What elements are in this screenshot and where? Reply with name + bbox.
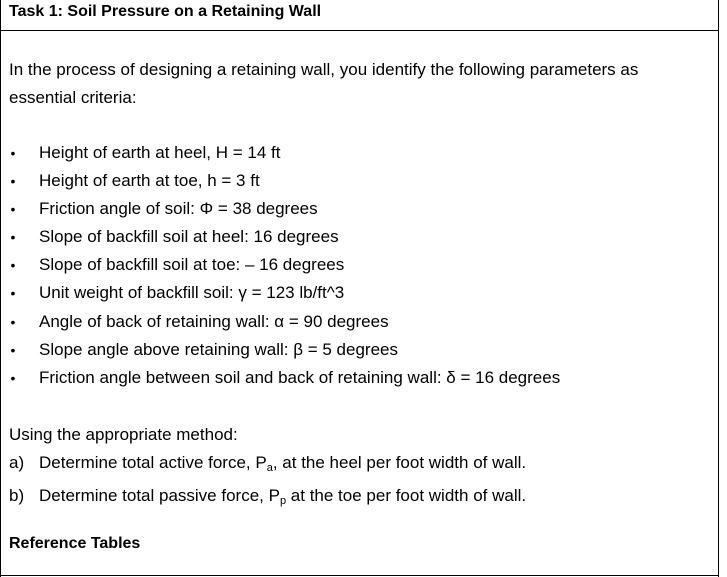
criteria-item xyxy=(0,308,560,336)
criteria-item xyxy=(0,364,560,392)
bullet-icon: • xyxy=(10,369,16,386)
criteria-text: Friction angle between soil and back of retaining wall: δ = 16 degrees xyxy=(39,367,561,387)
bullet-icon: • xyxy=(10,229,16,246)
task-marker: a) xyxy=(9,453,25,472)
bullet-icon: • xyxy=(10,145,16,161)
bullet-icon: • xyxy=(10,201,16,218)
task-text-before: Determine total passive force, P xyxy=(39,486,280,505)
criteria-item xyxy=(0,223,560,251)
criteria-text: Unit weight of backfill soil: γ = 123 lb/ft^3 xyxy=(39,283,345,303)
bottom-divider xyxy=(0,575,719,576)
reference-tables-heading: Reference Tables xyxy=(9,535,141,552)
title-divider xyxy=(0,30,719,31)
task-text-after: , at the heel per foot width of wall. xyxy=(272,453,527,472)
task-marker: b) xyxy=(9,486,25,505)
bullet-icon: • xyxy=(10,173,16,190)
task-text-after: at the toe per foot width of wall. xyxy=(286,486,527,505)
criteria-item xyxy=(0,195,560,223)
bullet-icon: • xyxy=(10,313,16,330)
task-title: Task 1: Soil Pressure on a Retaining Wall xyxy=(9,3,322,20)
task-item-b xyxy=(0,482,526,515)
criteria-text: Slope of backfill soil at toe: – 16 degrees xyxy=(39,255,345,275)
intro-paragraph: In the process of designing a retaining wall, you identify the following parameters as essential criteria: xyxy=(9,60,639,107)
criteria-list xyxy=(0,139,560,392)
bullet-icon: • xyxy=(10,257,16,274)
task-subscript: p xyxy=(279,495,287,507)
criteria-text: Height of earth at heel, H = 14 ft xyxy=(39,143,281,162)
task-item-a xyxy=(0,449,526,482)
criteria-text: Angle of back of retaining wall: α = 90 degrees xyxy=(39,311,389,331)
task-subscript: a xyxy=(266,462,273,474)
bullet-icon: • xyxy=(10,341,16,358)
criteria-item xyxy=(0,167,560,195)
criteria-text: Slope angle above retaining wall: β = 5 degrees xyxy=(39,339,398,359)
method-intro: Using the appropriate method: xyxy=(9,425,238,444)
criteria-item xyxy=(0,139,560,167)
criteria-item xyxy=(0,251,560,279)
criteria-item xyxy=(0,279,560,307)
bullet-icon: • xyxy=(10,285,16,302)
criteria-text: Friction angle of soil: Φ = 38 degrees xyxy=(39,199,318,219)
task-list xyxy=(0,449,526,515)
criteria-text: Height of earth at toe, h = 3 ft xyxy=(39,171,260,191)
criteria-text: Slope of backfill soil at heel: 16 degrees xyxy=(39,227,339,247)
criteria-item xyxy=(0,336,560,364)
task-text-before: Determine total active force, P xyxy=(39,453,267,472)
